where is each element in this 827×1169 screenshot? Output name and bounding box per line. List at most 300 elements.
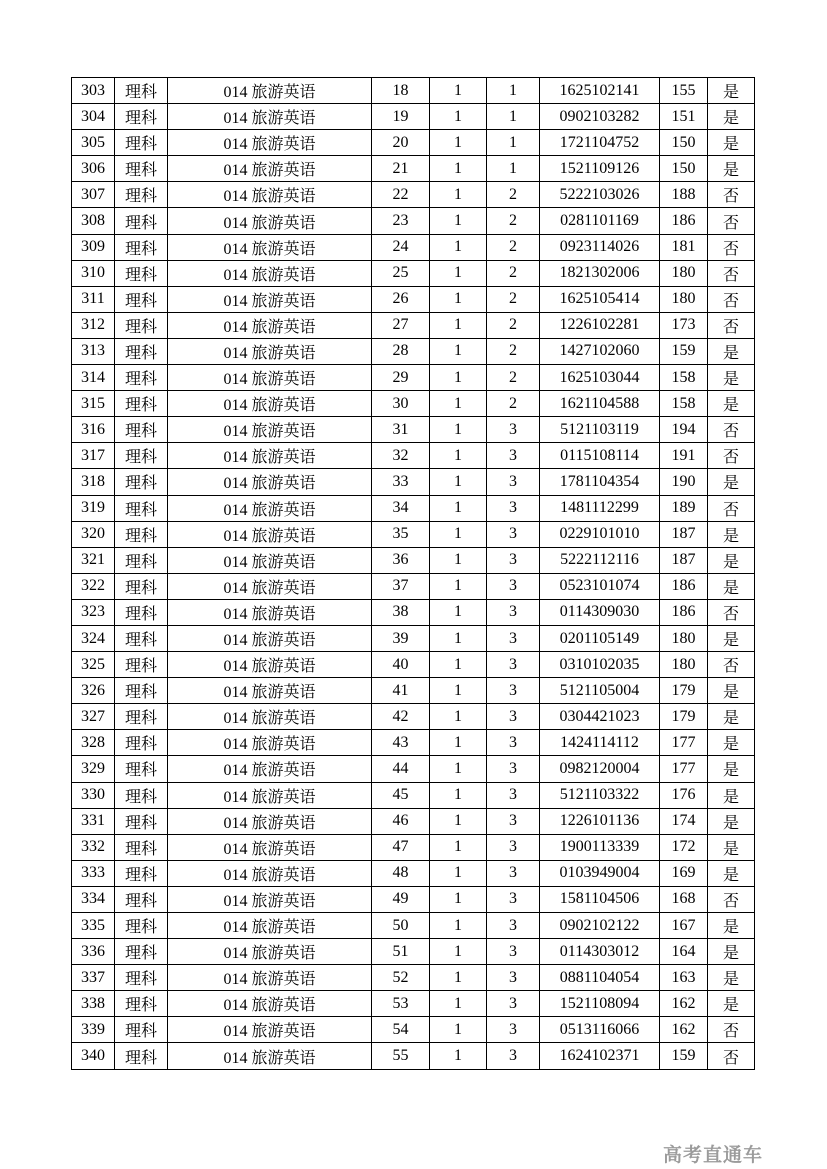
table-cell-score: 180 bbox=[660, 286, 708, 312]
table-cell-major: 014 旅游英语 bbox=[168, 782, 372, 808]
table-cell-candidate-id: 1625105414 bbox=[540, 286, 660, 312]
table-cell-flag: 是 bbox=[708, 756, 755, 782]
table-row bbox=[72, 365, 755, 391]
table-row bbox=[72, 808, 755, 834]
table-cell-rank-no: 26 bbox=[372, 286, 430, 312]
table-cell-seq-no: 336 bbox=[72, 939, 115, 965]
table-cell-group-no: 3 bbox=[487, 652, 540, 678]
table-cell-flag: 否 bbox=[708, 208, 755, 234]
table-cell-group-no: 1 bbox=[487, 130, 540, 156]
table-cell-major: 014 旅游英语 bbox=[168, 704, 372, 730]
table-cell-plan-no: 1 bbox=[430, 886, 487, 912]
table-cell-group-no: 3 bbox=[487, 417, 540, 443]
table-cell-score: 151 bbox=[660, 104, 708, 130]
table-cell-seq-no: 331 bbox=[72, 808, 115, 834]
watermark-logo: 高考直通车 bbox=[662, 1145, 763, 1166]
table-cell-rank-no: 37 bbox=[372, 573, 430, 599]
table-cell-group-no: 2 bbox=[487, 312, 540, 338]
table-cell-candidate-id: 1821302006 bbox=[540, 260, 660, 286]
table-cell-candidate-id: 1625102141 bbox=[540, 78, 660, 104]
table-cell-candidate-id: 1427102060 bbox=[540, 338, 660, 364]
table-cell-rank-no: 28 bbox=[372, 338, 430, 364]
table-cell-flag: 否 bbox=[708, 286, 755, 312]
table-cell-score: 177 bbox=[660, 756, 708, 782]
table-cell-subject-track: 理科 bbox=[115, 312, 168, 338]
table-cell-rank-no: 29 bbox=[372, 365, 430, 391]
table-cell-plan-no: 1 bbox=[430, 1043, 487, 1070]
table-cell-seq-no: 316 bbox=[72, 417, 115, 443]
table-cell-subject-track: 理科 bbox=[115, 756, 168, 782]
table-cell-candidate-id: 1624102371 bbox=[540, 1043, 660, 1070]
table-cell-subject-track: 理科 bbox=[115, 573, 168, 599]
table-row bbox=[72, 991, 755, 1017]
table-cell-candidate-id: 0513116066 bbox=[540, 1017, 660, 1043]
table-cell-score: 173 bbox=[660, 312, 708, 338]
table-cell-group-no: 3 bbox=[487, 991, 540, 1017]
table-cell-seq-no: 327 bbox=[72, 704, 115, 730]
table-cell-plan-no: 1 bbox=[430, 1017, 487, 1043]
table-cell-major: 014 旅游英语 bbox=[168, 625, 372, 651]
table-cell-seq-no: 338 bbox=[72, 991, 115, 1017]
table-cell-group-no: 2 bbox=[487, 234, 540, 260]
table-row bbox=[72, 547, 755, 573]
table-cell-score: 180 bbox=[660, 625, 708, 651]
table-cell-group-no: 1 bbox=[487, 104, 540, 130]
table-cell-flag: 是 bbox=[708, 782, 755, 808]
table-cell-score: 188 bbox=[660, 182, 708, 208]
table-cell-group-no: 3 bbox=[487, 913, 540, 939]
table-cell-flag: 是 bbox=[708, 678, 755, 704]
table-cell-seq-no: 320 bbox=[72, 521, 115, 547]
table-cell-seq-no: 322 bbox=[72, 573, 115, 599]
table-cell-flag: 是 bbox=[708, 860, 755, 886]
table-cell-score: 186 bbox=[660, 599, 708, 625]
table-cell-subject-track: 理科 bbox=[115, 365, 168, 391]
table-cell-rank-no: 47 bbox=[372, 834, 430, 860]
table-cell-seq-no: 335 bbox=[72, 913, 115, 939]
table-row bbox=[72, 573, 755, 599]
table-cell-major: 014 旅游英语 bbox=[168, 808, 372, 834]
table-cell-major: 014 旅游英语 bbox=[168, 234, 372, 260]
table-cell-candidate-id: 0923114026 bbox=[540, 234, 660, 260]
table-cell-plan-no: 1 bbox=[430, 104, 487, 130]
table-cell-major: 014 旅游英语 bbox=[168, 730, 372, 756]
table-cell-score: 180 bbox=[660, 260, 708, 286]
table-cell-plan-no: 1 bbox=[430, 573, 487, 599]
table-cell-plan-no: 1 bbox=[430, 234, 487, 260]
table-cell-score: 159 bbox=[660, 338, 708, 364]
table-cell-subject-track: 理科 bbox=[115, 338, 168, 364]
table-cell-rank-no: 27 bbox=[372, 312, 430, 338]
table-row bbox=[72, 1017, 755, 1043]
table-cell-rank-no: 38 bbox=[372, 599, 430, 625]
table-cell-score: 163 bbox=[660, 965, 708, 991]
table-cell-group-no: 3 bbox=[487, 782, 540, 808]
table-cell-plan-no: 1 bbox=[430, 782, 487, 808]
table-cell-candidate-id: 0902102122 bbox=[540, 913, 660, 939]
table-cell-flag: 是 bbox=[708, 469, 755, 495]
table-cell-group-no: 3 bbox=[487, 547, 540, 573]
table-cell-subject-track: 理科 bbox=[115, 834, 168, 860]
table-cell-rank-no: 42 bbox=[372, 704, 430, 730]
table-cell-candidate-id: 0902103282 bbox=[540, 104, 660, 130]
table-cell-rank-no: 50 bbox=[372, 913, 430, 939]
table-cell-group-no: 3 bbox=[487, 1043, 540, 1070]
table-row bbox=[72, 704, 755, 730]
table-cell-major: 014 旅游英语 bbox=[168, 547, 372, 573]
table-cell-score: 191 bbox=[660, 443, 708, 469]
table-row bbox=[72, 756, 755, 782]
table-cell-score: 150 bbox=[660, 156, 708, 182]
table-cell-flag: 是 bbox=[708, 573, 755, 599]
table-cell-group-no: 3 bbox=[487, 965, 540, 991]
table-cell-flag: 是 bbox=[708, 521, 755, 547]
table-cell-major: 014 旅游英语 bbox=[168, 208, 372, 234]
table-cell-plan-no: 1 bbox=[430, 939, 487, 965]
table-cell-seq-no: 319 bbox=[72, 495, 115, 521]
table-cell-major: 014 旅游英语 bbox=[168, 886, 372, 912]
table-cell-major: 014 旅游英语 bbox=[168, 991, 372, 1017]
table-cell-plan-no: 1 bbox=[430, 678, 487, 704]
table-row bbox=[72, 625, 755, 651]
table-cell-plan-no: 1 bbox=[430, 365, 487, 391]
table-cell-score: 150 bbox=[660, 130, 708, 156]
table-cell-group-no: 3 bbox=[487, 886, 540, 912]
table-cell-major: 014 旅游英语 bbox=[168, 913, 372, 939]
table-row bbox=[72, 104, 755, 130]
table-cell-score: 169 bbox=[660, 860, 708, 886]
table-cell-seq-no: 326 bbox=[72, 678, 115, 704]
table-cell-subject-track: 理科 bbox=[115, 652, 168, 678]
table-cell-seq-no: 324 bbox=[72, 625, 115, 651]
table-cell-rank-no: 18 bbox=[372, 78, 430, 104]
table-cell-flag: 否 bbox=[708, 599, 755, 625]
table-cell-subject-track: 理科 bbox=[115, 782, 168, 808]
table-cell-subject-track: 理科 bbox=[115, 704, 168, 730]
table-cell-subject-track: 理科 bbox=[115, 547, 168, 573]
table-cell-major: 014 旅游英语 bbox=[168, 652, 372, 678]
table-cell-seq-no: 317 bbox=[72, 443, 115, 469]
table-cell-subject-track: 理科 bbox=[115, 234, 168, 260]
table-cell-subject-track: 理科 bbox=[115, 599, 168, 625]
table-cell-seq-no: 305 bbox=[72, 130, 115, 156]
table-cell-seq-no: 310 bbox=[72, 260, 115, 286]
table-cell-flag: 是 bbox=[708, 939, 755, 965]
table-cell-flag: 否 bbox=[708, 652, 755, 678]
table-cell-score: 186 bbox=[660, 208, 708, 234]
table-cell-rank-no: 39 bbox=[372, 625, 430, 651]
table-cell-major: 014 旅游英语 bbox=[168, 1017, 372, 1043]
table-cell-flag: 是 bbox=[708, 913, 755, 939]
table-cell-seq-no: 315 bbox=[72, 391, 115, 417]
table-cell-seq-no: 303 bbox=[72, 78, 115, 104]
table-cell-seq-no: 306 bbox=[72, 156, 115, 182]
table-cell-subject-track: 理科 bbox=[115, 495, 168, 521]
table-cell-group-no: 3 bbox=[487, 860, 540, 886]
table-cell-candidate-id: 1226101136 bbox=[540, 808, 660, 834]
table-row bbox=[72, 965, 755, 991]
table-cell-group-no: 2 bbox=[487, 338, 540, 364]
table-cell-seq-no: 308 bbox=[72, 208, 115, 234]
table-row bbox=[72, 913, 755, 939]
table-cell-plan-no: 1 bbox=[430, 156, 487, 182]
table-row bbox=[72, 599, 755, 625]
table-cell-subject-track: 理科 bbox=[115, 182, 168, 208]
table-cell-score: 190 bbox=[660, 469, 708, 495]
table-row bbox=[72, 469, 755, 495]
table-row bbox=[72, 678, 755, 704]
table-cell-rank-no: 46 bbox=[372, 808, 430, 834]
table-cell-rank-no: 24 bbox=[372, 234, 430, 260]
table-cell-flag: 是 bbox=[708, 704, 755, 730]
table-cell-plan-no: 1 bbox=[430, 312, 487, 338]
table-cell-rank-no: 44 bbox=[372, 756, 430, 782]
table-cell-seq-no: 333 bbox=[72, 860, 115, 886]
table-cell-candidate-id: 5222112116 bbox=[540, 547, 660, 573]
table-cell-plan-no: 1 bbox=[430, 208, 487, 234]
table-cell-rank-no: 36 bbox=[372, 547, 430, 573]
table-row bbox=[72, 130, 755, 156]
table-cell-flag: 否 bbox=[708, 1017, 755, 1043]
table-cell-group-no: 3 bbox=[487, 443, 540, 469]
table-cell-candidate-id: 1481112299 bbox=[540, 495, 660, 521]
table-cell-score: 179 bbox=[660, 678, 708, 704]
table-cell-seq-no: 329 bbox=[72, 756, 115, 782]
table-cell-group-no: 1 bbox=[487, 78, 540, 104]
table-cell-candidate-id: 1721104752 bbox=[540, 130, 660, 156]
table-cell-seq-no: 314 bbox=[72, 365, 115, 391]
table-cell-rank-no: 19 bbox=[372, 104, 430, 130]
table-cell-subject-track: 理科 bbox=[115, 886, 168, 912]
table-cell-seq-no: 318 bbox=[72, 469, 115, 495]
table-cell-plan-no: 1 bbox=[430, 965, 487, 991]
table-cell-subject-track: 理科 bbox=[115, 1017, 168, 1043]
table-cell-score: 164 bbox=[660, 939, 708, 965]
table-cell-plan-no: 1 bbox=[430, 338, 487, 364]
table-cell-subject-track: 理科 bbox=[115, 443, 168, 469]
table-cell-rank-no: 32 bbox=[372, 443, 430, 469]
table-cell-rank-no: 20 bbox=[372, 130, 430, 156]
table-cell-major: 014 旅游英语 bbox=[168, 834, 372, 860]
table-cell-plan-no: 1 bbox=[430, 730, 487, 756]
table-cell-group-no: 1 bbox=[487, 156, 540, 182]
table-cell-flag: 是 bbox=[708, 625, 755, 651]
table-cell-major: 014 旅游英语 bbox=[168, 130, 372, 156]
table-row bbox=[72, 417, 755, 443]
table-cell-rank-no: 35 bbox=[372, 521, 430, 547]
table-cell-subject-track: 理科 bbox=[115, 1043, 168, 1070]
table-cell-flag: 否 bbox=[708, 417, 755, 443]
table-row bbox=[72, 443, 755, 469]
table-cell-major: 014 旅游英语 bbox=[168, 599, 372, 625]
table-cell-group-no: 2 bbox=[487, 208, 540, 234]
table-cell-rank-no: 53 bbox=[372, 991, 430, 1017]
table-row bbox=[72, 260, 755, 286]
table-cell-rank-no: 48 bbox=[372, 860, 430, 886]
table-row bbox=[72, 208, 755, 234]
table-cell-score: 174 bbox=[660, 808, 708, 834]
table-cell-candidate-id: 5121105004 bbox=[540, 678, 660, 704]
table-cell-subject-track: 理科 bbox=[115, 965, 168, 991]
table-cell-seq-no: 307 bbox=[72, 182, 115, 208]
table-cell-candidate-id: 0523101074 bbox=[540, 573, 660, 599]
table-cell-major: 014 旅游英语 bbox=[168, 104, 372, 130]
table-cell-flag: 是 bbox=[708, 965, 755, 991]
table-cell-group-no: 3 bbox=[487, 756, 540, 782]
table-cell-rank-no: 25 bbox=[372, 260, 430, 286]
table-cell-group-no: 3 bbox=[487, 599, 540, 625]
table-cell-candidate-id: 0114303012 bbox=[540, 939, 660, 965]
table-row bbox=[72, 312, 755, 338]
table-cell-plan-no: 1 bbox=[430, 78, 487, 104]
table-cell-score: 179 bbox=[660, 704, 708, 730]
table-cell-flag: 否 bbox=[708, 312, 755, 338]
table-cell-plan-no: 1 bbox=[430, 547, 487, 573]
table-cell-subject-track: 理科 bbox=[115, 913, 168, 939]
table-cell-candidate-id: 1621104588 bbox=[540, 391, 660, 417]
table-cell-candidate-id: 0114309030 bbox=[540, 599, 660, 625]
table-cell-rank-no: 21 bbox=[372, 156, 430, 182]
table-cell-plan-no: 1 bbox=[430, 521, 487, 547]
table-cell-subject-track: 理科 bbox=[115, 625, 168, 651]
table-cell-plan-no: 1 bbox=[430, 599, 487, 625]
table-cell-subject-track: 理科 bbox=[115, 130, 168, 156]
table-cell-rank-no: 54 bbox=[372, 1017, 430, 1043]
table-cell-group-no: 2 bbox=[487, 391, 540, 417]
table-cell-major: 014 旅游英语 bbox=[168, 182, 372, 208]
table-cell-score: 177 bbox=[660, 730, 708, 756]
table-cell-major: 014 旅游英语 bbox=[168, 286, 372, 312]
table-cell-group-no: 3 bbox=[487, 704, 540, 730]
table-cell-subject-track: 理科 bbox=[115, 391, 168, 417]
table-row bbox=[72, 521, 755, 547]
table-cell-subject-track: 理科 bbox=[115, 521, 168, 547]
table-cell-group-no: 3 bbox=[487, 495, 540, 521]
table-cell-plan-no: 1 bbox=[430, 391, 487, 417]
table-cell-score: 158 bbox=[660, 391, 708, 417]
table-cell-major: 014 旅游英语 bbox=[168, 78, 372, 104]
table-cell-subject-track: 理科 bbox=[115, 469, 168, 495]
table-cell-candidate-id: 1424114112 bbox=[540, 730, 660, 756]
table-cell-subject-track: 理科 bbox=[115, 939, 168, 965]
table-cell-plan-no: 1 bbox=[430, 808, 487, 834]
table-cell-rank-no: 41 bbox=[372, 678, 430, 704]
table-cell-flag: 否 bbox=[708, 260, 755, 286]
table-row bbox=[72, 234, 755, 260]
table-cell-flag: 是 bbox=[708, 808, 755, 834]
table-cell-major: 014 旅游英语 bbox=[168, 1043, 372, 1070]
table-cell-major: 014 旅游英语 bbox=[168, 939, 372, 965]
table-cell-rank-no: 40 bbox=[372, 652, 430, 678]
table-cell-candidate-id: 1521108094 bbox=[540, 991, 660, 1017]
table-row bbox=[72, 782, 755, 808]
table-cell-seq-no: 323 bbox=[72, 599, 115, 625]
table-cell-seq-no: 330 bbox=[72, 782, 115, 808]
table-cell-major: 014 旅游英语 bbox=[168, 312, 372, 338]
table-cell-subject-track: 理科 bbox=[115, 260, 168, 286]
table-cell-candidate-id: 0281101169 bbox=[540, 208, 660, 234]
table-cell-plan-no: 1 bbox=[430, 652, 487, 678]
table-cell-rank-no: 33 bbox=[372, 469, 430, 495]
table-cell-major: 014 旅游英语 bbox=[168, 417, 372, 443]
table-cell-candidate-id: 0881104054 bbox=[540, 965, 660, 991]
table-cell-group-no: 2 bbox=[487, 286, 540, 312]
table-row bbox=[72, 886, 755, 912]
table-cell-rank-no: 55 bbox=[372, 1043, 430, 1070]
table-cell-group-no: 3 bbox=[487, 939, 540, 965]
table-cell-seq-no: 304 bbox=[72, 104, 115, 130]
table-cell-rank-no: 31 bbox=[372, 417, 430, 443]
table-cell-subject-track: 理科 bbox=[115, 730, 168, 756]
table-cell-rank-no: 22 bbox=[372, 182, 430, 208]
table-cell-group-no: 2 bbox=[487, 260, 540, 286]
table-cell-seq-no: 311 bbox=[72, 286, 115, 312]
table-cell-plan-no: 1 bbox=[430, 260, 487, 286]
table-cell-plan-no: 1 bbox=[430, 834, 487, 860]
table-cell-score: 162 bbox=[660, 991, 708, 1017]
table-cell-score: 167 bbox=[660, 913, 708, 939]
table-cell-plan-no: 1 bbox=[430, 756, 487, 782]
table-cell-plan-no: 1 bbox=[430, 704, 487, 730]
table-row bbox=[72, 1043, 755, 1070]
table-cell-flag: 是 bbox=[708, 130, 755, 156]
table-cell-group-no: 3 bbox=[487, 521, 540, 547]
table-cell-candidate-id: 1781104354 bbox=[540, 469, 660, 495]
table-cell-candidate-id: 1581104506 bbox=[540, 886, 660, 912]
table-cell-group-no: 3 bbox=[487, 625, 540, 651]
table-cell-major: 014 旅游英语 bbox=[168, 678, 372, 704]
table-cell-plan-no: 1 bbox=[430, 469, 487, 495]
table-cell-flag: 是 bbox=[708, 78, 755, 104]
table-cell-seq-no: 332 bbox=[72, 834, 115, 860]
table-cell-flag: 是 bbox=[708, 365, 755, 391]
table-cell-plan-no: 1 bbox=[430, 860, 487, 886]
table-cell-candidate-id: 0103949004 bbox=[540, 860, 660, 886]
table-cell-rank-no: 45 bbox=[372, 782, 430, 808]
table-cell-flag: 是 bbox=[708, 104, 755, 130]
table-cell-flag: 是 bbox=[708, 834, 755, 860]
table-cell-flag: 是 bbox=[708, 547, 755, 573]
table-cell-major: 014 旅游英语 bbox=[168, 365, 372, 391]
table-cell-score: 187 bbox=[660, 521, 708, 547]
results-table-body bbox=[72, 78, 755, 1070]
table-cell-score: 189 bbox=[660, 495, 708, 521]
table-cell-seq-no: 325 bbox=[72, 652, 115, 678]
table-cell-plan-no: 1 bbox=[430, 913, 487, 939]
table-row bbox=[72, 730, 755, 756]
table-cell-major: 014 旅游英语 bbox=[168, 391, 372, 417]
table-cell-seq-no: 309 bbox=[72, 234, 115, 260]
table-row bbox=[72, 338, 755, 364]
table-cell-group-no: 3 bbox=[487, 730, 540, 756]
table-cell-score: 172 bbox=[660, 834, 708, 860]
table-cell-seq-no: 328 bbox=[72, 730, 115, 756]
table-cell-plan-no: 1 bbox=[430, 182, 487, 208]
table-cell-flag: 否 bbox=[708, 443, 755, 469]
table-cell-flag: 是 bbox=[708, 730, 755, 756]
table-cell-major: 014 旅游英语 bbox=[168, 443, 372, 469]
table-cell-major: 014 旅游英语 bbox=[168, 495, 372, 521]
table-cell-subject-track: 理科 bbox=[115, 991, 168, 1017]
table-cell-plan-no: 1 bbox=[430, 495, 487, 521]
table-cell-candidate-id: 1900113339 bbox=[540, 834, 660, 860]
table-cell-subject-track: 理科 bbox=[115, 156, 168, 182]
table-cell-plan-no: 1 bbox=[430, 130, 487, 156]
table-cell-flag: 否 bbox=[708, 234, 755, 260]
table-cell-major: 014 旅游英语 bbox=[168, 756, 372, 782]
table-cell-score: 186 bbox=[660, 573, 708, 599]
table-cell-major: 014 旅游英语 bbox=[168, 860, 372, 886]
